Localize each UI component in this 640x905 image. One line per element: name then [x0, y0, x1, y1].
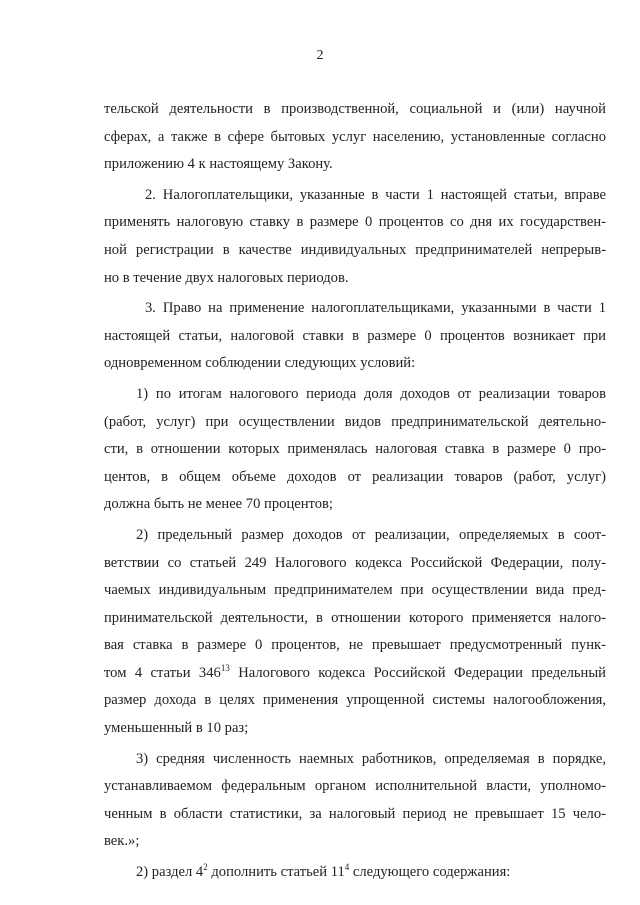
condition-1 [104, 381, 606, 519]
text-line: сферах, а также в сфере бытовых услуг населению, установленные согласно [104, 128, 606, 145]
text-line: 2. Налогоплательщики, указанные в части 1 настоящей статьи, вправе [145, 186, 606, 203]
text-line: размер дохода в целях применения упрощенной системы налогообложения, [104, 692, 606, 709]
text-line: 2) предельный размер доходов от реализации, определяемых в соот- [136, 526, 606, 543]
text-line: должна быть не менее 70 процентов; [104, 496, 333, 513]
paragraph-item-2 [104, 182, 606, 292]
text-line: ной регистрации в качестве индивидуальных предпринимателей непрерыв- [104, 241, 606, 258]
text-line: принимательской деятельности, в отношении которого применяется налого- [104, 609, 606, 626]
amendment-item-2 [104, 859, 606, 887]
paragraph-continuation [104, 96, 606, 179]
superscript: 2 [203, 862, 208, 873]
text-line: уменьшенный в 10 раз; [104, 720, 249, 737]
text-line: настоящей статьи, налоговой ставки в размере 0 процентов возникает при [104, 327, 606, 344]
paragraph-item-3 [104, 295, 606, 378]
text-line: 3. Право на применение налогоплательщиками, указанными в части 1 [145, 300, 606, 317]
document-body [104, 96, 606, 887]
text-line: приложению 4 к настоящему Закону. [104, 156, 333, 173]
condition-2 [104, 522, 606, 743]
text-line: век.»; [104, 833, 140, 850]
text-line: ветствии со статьей 249 Налогового кодекса Российской Федерации, полу- [104, 554, 606, 571]
text-line: сти, в отношении которых применялась налоговая ставка в размере 0 про- [104, 441, 606, 458]
text-line: центов, в общем объеме доходов от реализации товаров (работ, услуг) [104, 468, 606, 485]
text-line: но в течение двух налоговых периодов. [104, 269, 349, 286]
text-line: (работ, услуг) при осуществлении видов предпринимательской деятельно- [104, 413, 606, 430]
text-line: устанавливаемом федеральным органом исполнительной власти, уполномо- [104, 778, 606, 795]
page-number: 2 [316, 48, 324, 63]
text-line: 1) по итогам налогового периода доля доходов от реализации товаров [136, 385, 606, 402]
text-line: ченным в области статистики, за налоговый период не превышает 15 чело- [104, 805, 606, 822]
text-line: вая ставка в размере 0 процентов, не превышает предусмотренный пунк- [104, 637, 606, 654]
condition-3 [104, 746, 606, 856]
text-fragment: 2) раздел 4 [136, 864, 204, 881]
text-fragment: Налогового кодекса Российской Федерации предельный [229, 664, 606, 681]
text-line: одновременном соблюдении следующих условий: [104, 355, 416, 372]
text-fragment: том 4 статьи 346 [104, 664, 221, 681]
text-fragment: дополнить статьей 11 [207, 864, 345, 881]
text-line: чаемых индивидуальным предпринимателем при осуществлении вида пред- [104, 582, 606, 599]
text-line: тельской деятельности в производственной, социальной и (или) научной [104, 101, 606, 117]
text-line [104, 660, 606, 688]
text-line [104, 859, 606, 887]
text-line: 3) средняя численность наемных работников, определяемая в порядке, [136, 750, 606, 767]
text-fragment: следующего содержания: [349, 864, 511, 881]
superscript: 13 [220, 662, 230, 673]
superscript: 4 [344, 862, 350, 873]
text-line: применять налоговую ставку в размере 0 процентов со дня их государствен- [104, 214, 606, 231]
